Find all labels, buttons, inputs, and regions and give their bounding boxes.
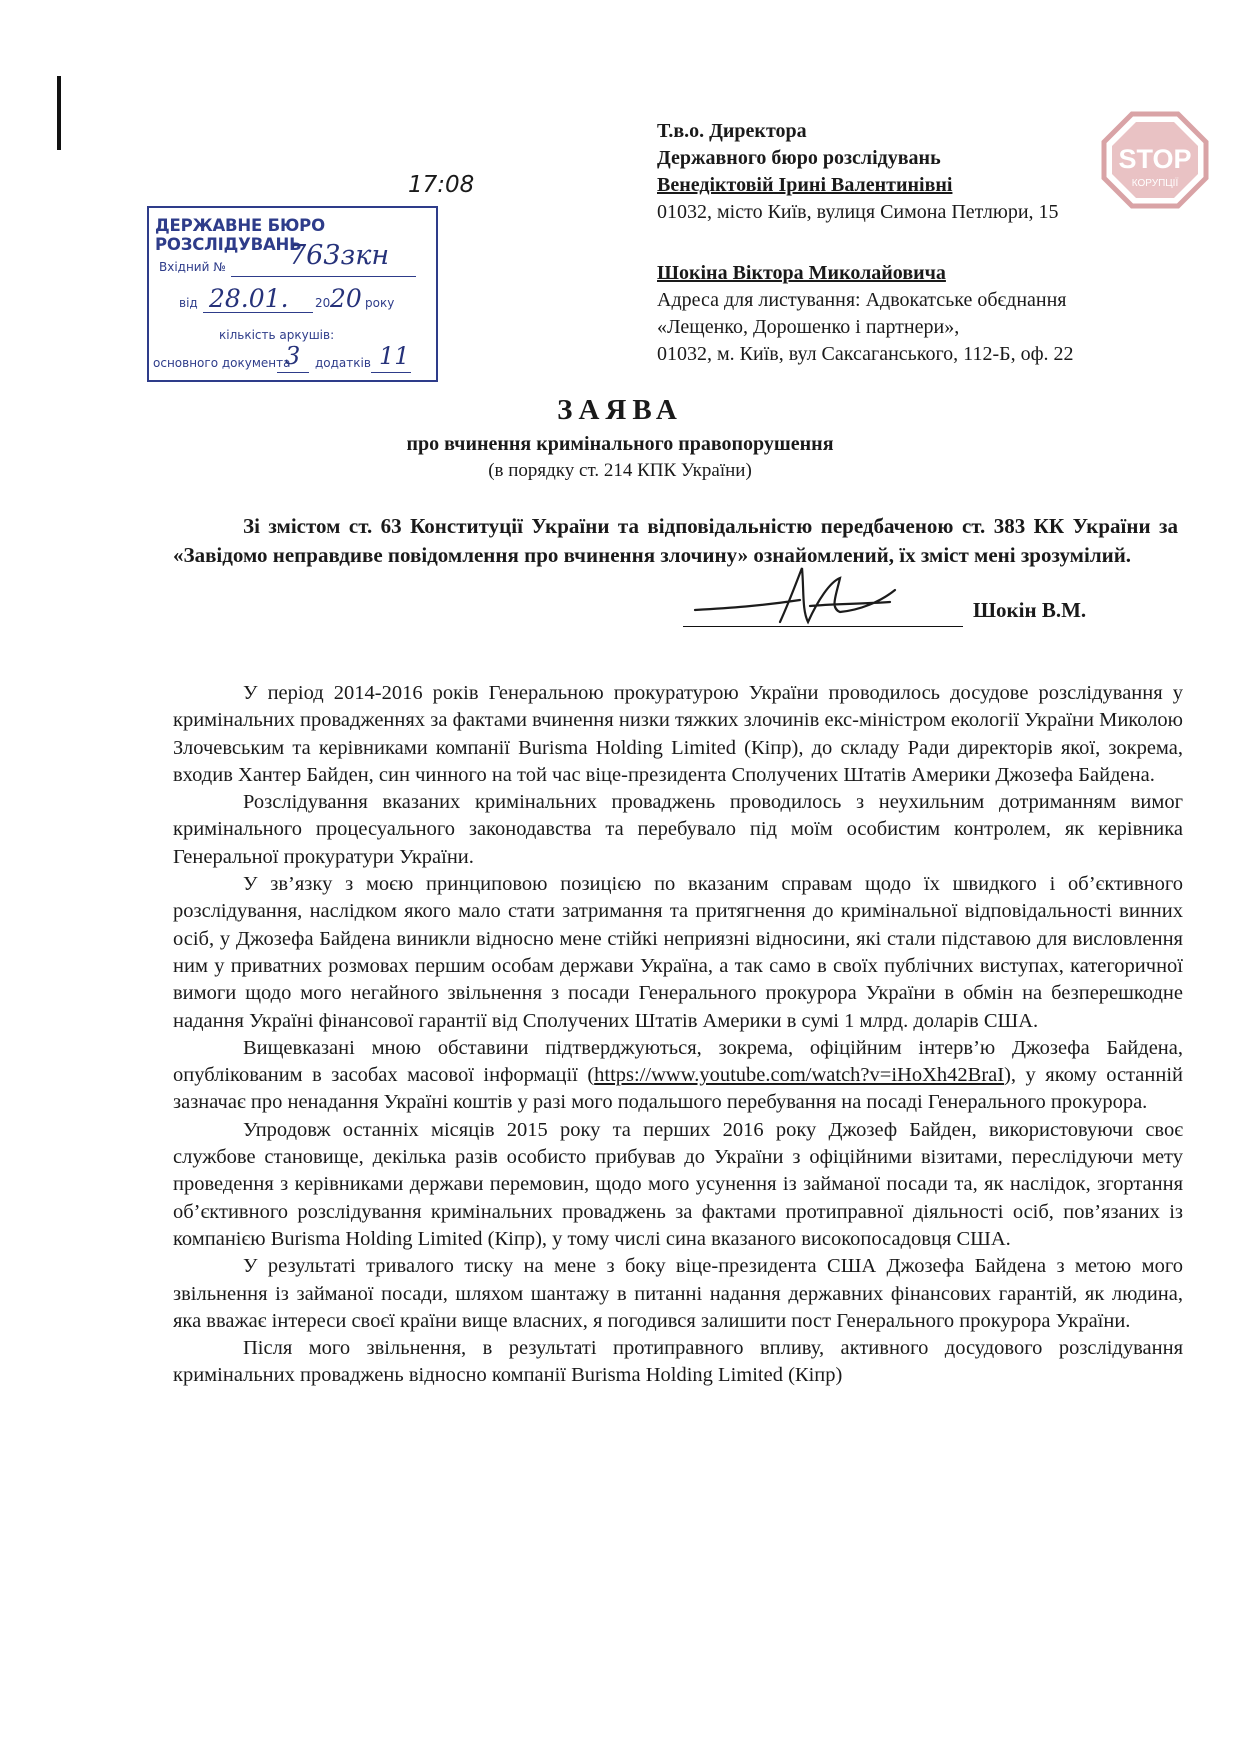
paragraph: Після мого звільнення, в результаті протиправного впливу, активного досудового розслідування кримінальних проваджень відносно компанії Burisma Holding Limited (Кіпр) (173, 1337, 1183, 1387)
stamp-incoming-label: Вхідний № (159, 260, 226, 274)
addressee-organization: Державного бюро розслідувань (657, 147, 941, 169)
signer-name: Шокін В.М. (973, 598, 1087, 622)
stamp-line (231, 276, 416, 277)
stamp-date-value: 28.01. (209, 284, 289, 313)
addressee-address: 01032, місто Київ, вулиця Симона Петлюри, 15 (657, 201, 1059, 223)
paragraph: У результаті тривалого тиску на мене з боку віце-президента США Джозефа Байдена з метою мого звільнення із займаної посади, шляхом шантажу в питанні надання державних фінансових гарантій, як людина, яка вважає інтереси своєї країни вище власних, я погодився залишити пост Генерального прокурора України. (173, 1255, 1183, 1332)
stamp-sheets-label: кількість аркушів: (219, 328, 335, 342)
stop-corruption-logo (1100, 110, 1210, 210)
document-title: ЗАЯВА (557, 394, 683, 426)
stamp-annex-label: додатків (315, 356, 371, 370)
stamp-year-prefix: 20 (315, 296, 331, 310)
paragraph-text: Вищевказані мною обставини підтверджуються, зокрема, офіційним інтерв’ю Джозефа Байдена, опублікованим в засобах масової інформації ( (173, 1036, 1183, 1087)
sender-address-line: Адреса для листування: Адвокатське обєднання (657, 289, 1067, 311)
svg-text:STOP: STOP (1118, 144, 1192, 174)
stamp-date-prefix: від (179, 296, 198, 310)
acknowledgement-text (173, 512, 1178, 570)
paragraph: Упродовж останніх місяців 2015 року та перших 2016 року Джозеф Байден, використовуючи своє службове становище, декілька разів особисто прибував до України з офіційними візитами, переслідуючи мету проведення з керівниками держави перемовин, щодо мого усунення із займаної посади та, як наслідок, згортання об’єктивного розслідування кримінальних проваджень за фактами протиправної діяльності осіб, пов’язаних із компанією Burisma Holding Limited (Кіпр), у тому числі сина вказаного високопосадовця США. (173, 1118, 1183, 1250)
stamp-line (371, 372, 411, 373)
addressee-block (657, 118, 1059, 226)
signature-line (683, 626, 963, 627)
addressee-name: Венедіктовій Ірині Валентинівні (657, 174, 953, 196)
margin-mark (57, 76, 61, 150)
stamp-main-doc-label: основного документа (153, 356, 291, 370)
document-subtitle: про вчинення кримінального правопорушення (406, 433, 834, 455)
paragraph: Розслідування вказаних кримінальних проваджень проводилось з неухильним дотриманням вимог кримінального процесуального законодавства та перебувало під моїм особистим контролем, як керівника Генеральної прокуратури України. (173, 791, 1183, 868)
paragraph: У зв’язку з моєю принциповою позицією по вказаним справам щодо їх швидкого і об’єктивного розслідування, наслідком якого мало стати затримання та притягнення до кримінальної відповідальності винних осіб, у Джозефа Байдена виникли відносно мене стійкі неприязні відносини, які стали підставою для висловлення ним у приватних розмовах першим особам держави Україна, а так само в своїх публічних виступах, категоричної вимоги щодо мого негайного звільнення з посади Генерального прокурора України в обмін на безперешкодне надання Україні фінансової гарантії від Сполучених Штатів Америки в сумі 1 млрд. доларів США. (173, 873, 1183, 1032)
svg-text:КОРУПЦІЇ: КОРУПЦІЇ (1131, 178, 1179, 189)
stamp-main-doc-count: 3 (285, 342, 301, 370)
handwritten-time: 17:08 (408, 172, 475, 198)
paragraph (173, 1035, 1183, 1117)
stamp-annex-count: 11 (379, 342, 410, 370)
youtube-link[interactable]: https://www.youtube.com/watch?v=iHoXh42BraI (594, 1064, 1005, 1087)
stamp-line (277, 372, 309, 373)
paragraph: У період 2014-2016 років Генеральною прокуратурою України проводилось досудове розслідування у кримінальних провадженнях за фактами вчинення низки тяжких злочинів екс-міністром екології України Миколою Злочевським та керівниками компанії Burisma Holding Limited (Кіпр), до складу Ради директорів якої, зокрема, входив Хантер Байден, син чинного на той час віце-президента Сполучених Штатів Америки Джозефа Байдена. (173, 682, 1183, 786)
stamp-year-value: 20 (330, 284, 362, 313)
handwritten-signature (690, 560, 930, 640)
stamp-title: ДЕРЖАВНЕ БЮРО РОЗСЛІДУВАНЬ (155, 216, 325, 254)
sender-block (657, 260, 1074, 368)
stamp-incoming-number: 763зкн (289, 240, 390, 271)
sender-address-line: 01032, м. Київ, вул Саксаганського, 112-Б, оф. 22 (657, 343, 1074, 365)
addressee-position: Т.в.о. Директора (657, 120, 807, 142)
registration-stamp (147, 206, 438, 382)
stamp-year-suffix: року (365, 296, 395, 310)
document-subtitle-note: (в порядку ст. 214 КПК України) (488, 460, 752, 481)
statement-body (173, 660, 1183, 1390)
paragraph-text: ), у якому останній зазначає про ненадання Україні коштів у разі мого подальшого перебування на посаді Генерального прокурора. (173, 1064, 1183, 1114)
sender-address-line: «Лещенко, Дорошенко і партнери», (657, 316, 960, 338)
acknowledgement-content: Зі змістом ст. 63 Конституції України та відповідальністю передбаченою ст. 383 КК України за «Завідомо неправдиве повідомлення про вчинення злочину» ознайомлений, їх зміст мені зрозумілий. (173, 514, 1178, 567)
sender-name: Шокіна Віктора Миколайовича (657, 262, 946, 284)
